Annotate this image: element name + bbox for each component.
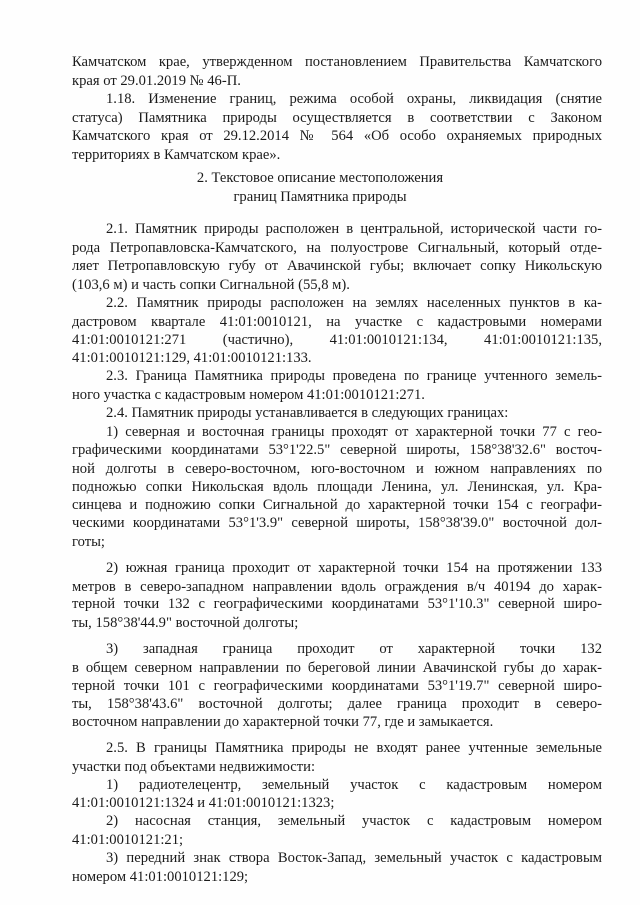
paragraph-line: территориях в Камчатском крае». <box>72 147 281 163</box>
paragraph-line: участки под объектами недвижимости: <box>72 759 316 775</box>
paragraph-line: ной долготы в северо-восточном, юго-восточном и южном направлениях по <box>72 461 602 477</box>
paragraph-line: графическими координатами 53°1'22.5" северной широты, 158°38'32.6" восточ- <box>72 442 602 458</box>
paragraph-line: ческими координатами 53°1'3.9" северной широты, 158°38'39.0" восточной дол- <box>72 515 602 531</box>
paragraph-line: 1.18. Изменение границ, режима особой охраны, ликвидация (снятие <box>106 91 602 107</box>
paragraph-line: терной точки 101 с географическими координатами 53°1'19.7" северной широ- <box>72 678 602 694</box>
paragraph-line: края от 29.01.2019 № 46-П. <box>72 73 241 89</box>
paragraph-line: номером 41:01:0010121:129; <box>72 869 249 885</box>
paragraph-line: 2.1. Памятник природы расположен в центральной, исторической части го- <box>106 221 602 237</box>
paragraph-line: 2) насосная станция, земельный участок с кадастровым номером <box>106 813 602 829</box>
paragraph-line: 3) передний знак створа Восток-Запад, земельный участок с кадастровым <box>106 850 602 866</box>
paragraph-line: 41:01:0010121:271 (частично), 41:01:0010121:134, 41:01:0010121:135, <box>72 332 602 348</box>
paragraph-line: готы; <box>72 534 105 550</box>
paragraph-line: дастровом квартале 41:01:0010121, на участке с кадастровыми номерами <box>72 314 602 330</box>
section-heading-line: 2. Текстовое описание местоположения <box>196 170 444 186</box>
paragraph-line: 3) западная граница проходит от характерной точки 132 <box>106 641 602 657</box>
paragraph-line: рода Петропавловска-Камчатского, на полуострове Сигнальный, который отде- <box>72 240 602 256</box>
paragraph-line: ты, 158°38'43.6" восточной долготы; далее граница проходит в северо- <box>72 696 602 712</box>
paragraph-line: 2.4. Памятник природы устанавливается в следующих границах: <box>106 405 509 421</box>
paragraph-line: восточном направлении до характерной точки 77, где и замыкается. <box>72 714 494 730</box>
paragraph-line: метров в северо-западном направлении вдоль ограждения в/ч 40194 до харак- <box>72 579 602 595</box>
paragraph-line: 2.3. Граница Памятника природы проведена по границе учтенного земель- <box>106 368 602 384</box>
paragraph-line: 41:01:0010121:129, 41:01:0010121:133. <box>72 350 312 366</box>
paragraph-line: 2) южная граница проходит от характерной точки 154 на протяжении 133 <box>106 560 602 576</box>
section-heading-line: границ Памятника природы <box>233 189 407 205</box>
paragraph-line: подножью сопки Никольская вдоль площади Ленина, ул. Ленинская, ул. Кра- <box>72 479 602 495</box>
paragraph-line: ты, 158°38'44.9" восточной долготы; <box>72 615 299 631</box>
paragraph-line: (103,6 м) и часть сопки Сигнальной (55,8 м). <box>72 277 350 293</box>
paragraph-line: Камчатском крае, утвержденном постановлением Правительства Камчатского <box>72 54 602 70</box>
paragraph-line: синцева и подножию сопки Сигнальной до характерной точки 154 с географи- <box>72 497 602 513</box>
paragraph-line: в общем северном направлении по береговой линии Авачинской губы до харак- <box>72 660 602 676</box>
paragraph-line: 1) северная и восточная границы проходят от характерной точки 77 с гео- <box>106 424 602 440</box>
paragraph-line: ного участка с кадастровым номером 41:01:0010121:271. <box>72 387 425 403</box>
paragraph-line: 1) радиотелецентр, земельный участок с кадастровым номером <box>106 777 602 793</box>
paragraph-line: Камчатского края от 29.12.2014 № 564 «Об особо охраняемых природных <box>72 128 602 144</box>
paragraph-line: 41:01:0010121:1324 и 41:01:0010121:1323; <box>72 795 335 811</box>
paragraph-line: 41:01:0010121:21; <box>72 832 184 848</box>
paragraph-line: ляет Петропавловскую губу от Авачинской губы; включает сопку Никольскую <box>72 258 602 274</box>
paragraph-line: 2.5. В границы Памятника природы не входят ранее учтенные земельные <box>106 740 602 756</box>
paragraph-line: терной точки 132 с географическими координатами 53°1'10.3" северной широ- <box>72 596 602 612</box>
paragraph-line: 2.2. Памятник природы расположен на землях населенных пунктов в ка- <box>106 295 602 311</box>
paragraph-line: статуса) Памятника природы осуществляется в соответствии с Законом <box>72 110 602 126</box>
